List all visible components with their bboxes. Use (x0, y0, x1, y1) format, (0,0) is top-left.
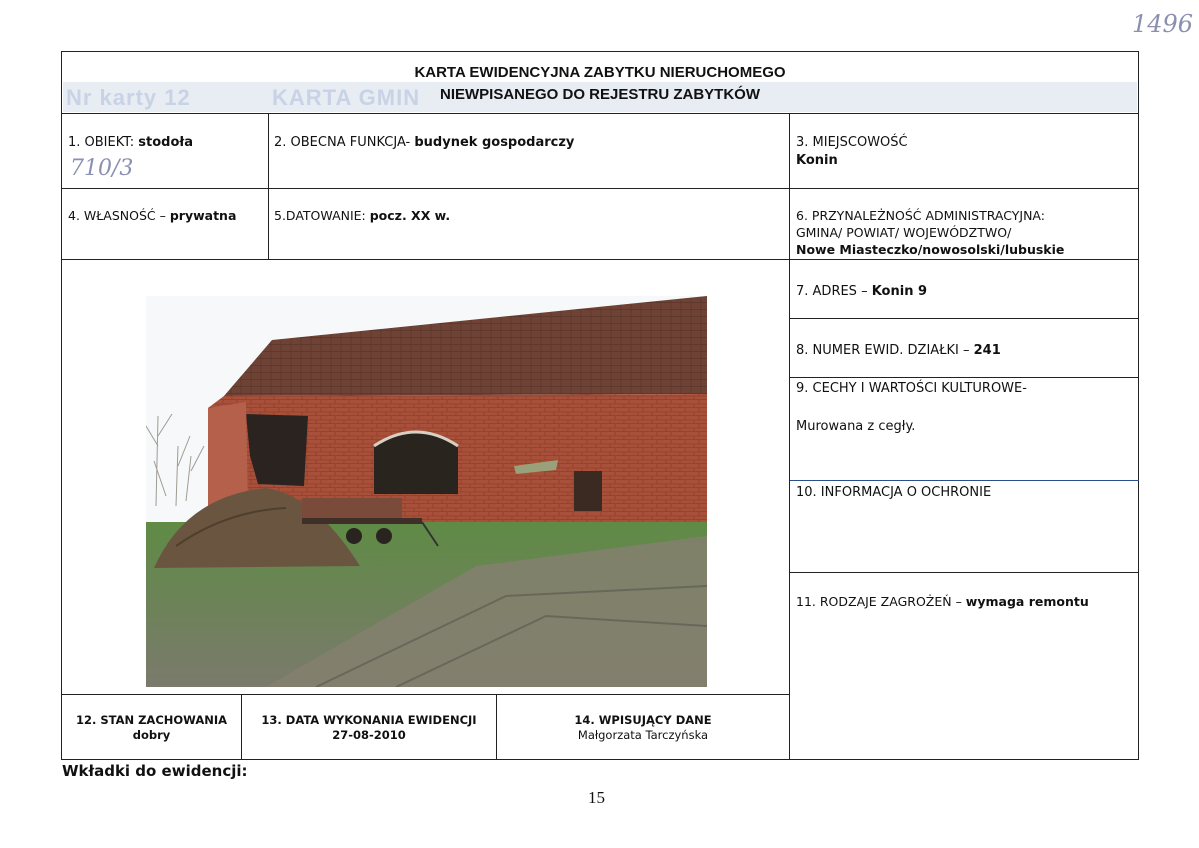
card-title-line2: NIEWPISANEGO DO REJESTRU ZABYTKÓW (439, 86, 761, 103)
field-cechy-label: 9. CECHY I WARTOŚCI KULTUROWE- (796, 381, 1027, 396)
field-stan-value: dobry (132, 728, 171, 742)
field-zagrozenia (796, 593, 1089, 611)
page-number: 15 (588, 788, 605, 807)
field-funkcja-label: 2. OBECNA FUNKCJA- (274, 135, 415, 150)
field-funkcja-value: budynek gospodarczy (414, 135, 575, 150)
field-wlasnosc (68, 207, 236, 225)
field-stan-label: 12. STAN ZACHOWANIA (75, 713, 228, 727)
handwritten-card-mark: 710/3 (70, 156, 134, 181)
field-miejscowosc (796, 134, 908, 170)
barn-photo (146, 296, 707, 687)
field-przynaleznosc-label1: 6. PRZYNALEŻNOŚĆ ADMINISTRACYJNA: (796, 208, 1045, 223)
field-obiekt-label: 1. OBIEKT: (68, 135, 139, 150)
wkladki-label: Wkładki do ewidencji: (62, 762, 248, 780)
field-datowanie-value: pocz. XX w. (369, 208, 451, 223)
line-adres (789, 318, 1139, 319)
field-ochrona-label: 10. INFORMACJA O OCHRONIE (796, 485, 992, 500)
line-under-title (61, 113, 1139, 114)
field-adres-label: 7. ADRES – (796, 284, 872, 299)
handwritten-number: 1496 (1132, 10, 1194, 38)
field-cechy (796, 380, 1027, 436)
card-title-line1: KARTA EWIDENCYJNA ZABYTKU NIERUCHOMEGO (414, 64, 786, 81)
field-wlasnosc-value: prywatna (169, 208, 237, 223)
vline-col1 (268, 113, 269, 259)
field-dzialka (796, 342, 1001, 360)
field-data (242, 713, 496, 743)
field-wpisujacy-label: 14. WPISUJĄCY DANE (574, 713, 712, 727)
field-obiekt (68, 134, 193, 152)
field-miejscowosc-value: Konin (796, 153, 838, 168)
line-ochrona (789, 572, 1139, 573)
line-row1 (61, 188, 1139, 189)
field-cechy-value: Murowana z cegły. (796, 419, 916, 434)
field-zagrozenia-value: wymaga remontu (965, 594, 1089, 609)
field-datowanie (274, 207, 450, 225)
line-bottom-row (61, 694, 789, 695)
field-datowanie-label: 5.DATOWANIE: (274, 208, 370, 223)
field-zagrozenia-label: 11. RODZAJE ZAGROŻEŃ – (796, 594, 966, 609)
field-przynaleznosc (796, 207, 1064, 258)
field-data-label: 13. DATA WYKONANIA EWIDENCJI (261, 713, 477, 727)
field-miejscowosc-label: 3. MIEJSCOWOŚĆ (796, 135, 908, 150)
field-dzialka-label: 8. NUMER EWID. DZIAŁKI – (796, 343, 974, 358)
field-stan (62, 713, 241, 743)
line-row2 (61, 259, 1139, 260)
ghost-card-number: Nr karty 12 (66, 85, 191, 110)
line-cechy (789, 480, 1139, 481)
field-adres-value: Konin 9 (871, 284, 928, 299)
field-przynaleznosc-value: Nowe Miasteczko/nowosolski/lubuskie (796, 242, 1065, 257)
field-wpisujacy (497, 713, 789, 743)
field-adres (796, 283, 927, 301)
vline-col2 (789, 113, 790, 760)
ghost-card-type: KARTA GMIN (272, 85, 421, 110)
field-funkcja (274, 134, 574, 152)
line-dzialka (789, 377, 1139, 378)
field-wpisujacy-value: Małgorzata Tarczyńska (577, 728, 709, 742)
field-dzialka-value: 241 (973, 343, 1001, 358)
field-obiekt-value: stodoła (138, 135, 193, 150)
field-wlasnosc-label: 4. WŁASNOŚĆ – (68, 208, 170, 223)
field-data-value: 27-08-2010 (332, 728, 406, 742)
field-przynaleznosc-label2: GMINA/ POWIAT/ WOJEWÓDZTWO/ (796, 225, 1012, 240)
field-ochrona (796, 484, 991, 502)
